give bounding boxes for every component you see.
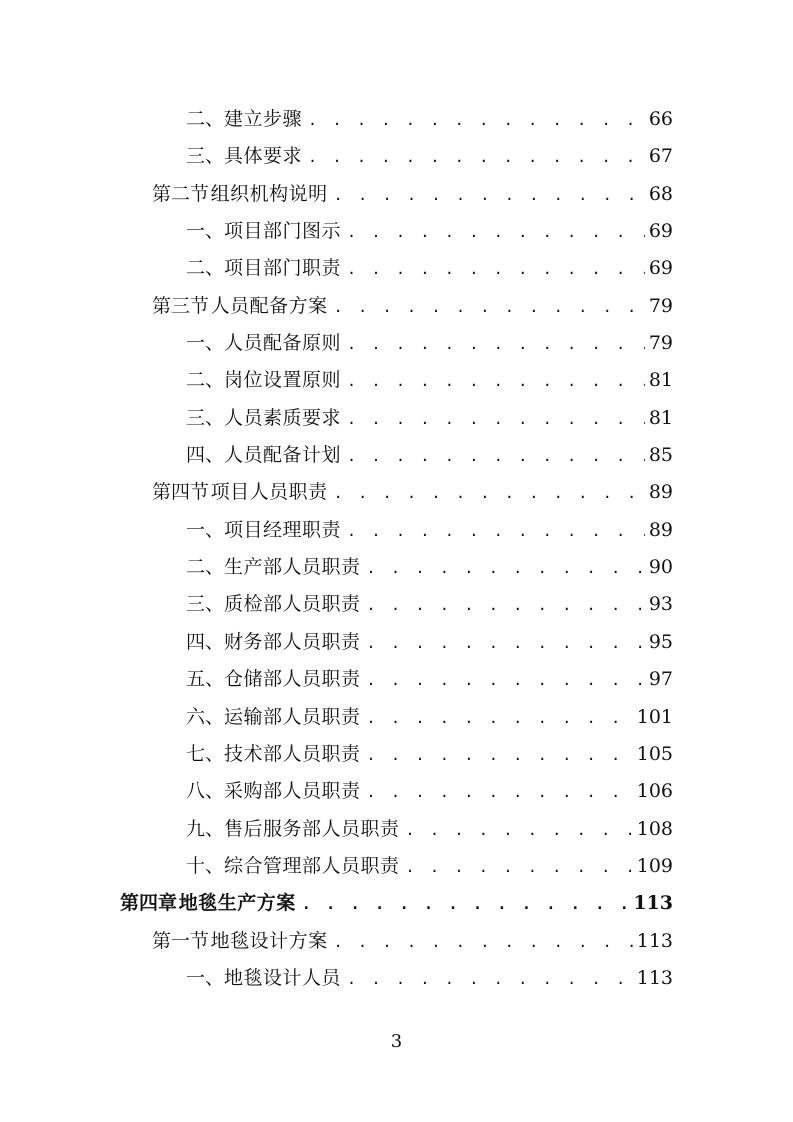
toc-entry-number: 一、 [186, 518, 225, 541]
toc-entry[interactable] [0, 922, 793, 959]
toc-entry-page: 81 [648, 406, 673, 429]
toc-entry-number: 二、 [186, 369, 225, 392]
toc-entry-title: 综合管理部人员职责 [224, 854, 400, 877]
toc-leader-dots [367, 742, 633, 768]
toc-entry[interactable] [0, 249, 793, 286]
toc-entry-title: 财务部人员职责 [224, 630, 361, 653]
toc-entry-number: 二、 [186, 556, 225, 579]
toc-entry-title: 组织机构说明 [210, 182, 328, 205]
toc-entry[interactable] [0, 137, 793, 174]
toc-entry-title: 具体要求 [224, 145, 303, 168]
toc-entry-page: 97 [648, 668, 673, 691]
toc-entry-line [152, 928, 673, 955]
toc-entry-line [186, 143, 673, 170]
toc-entry-page: 90 [648, 556, 673, 579]
toc-entry-page: 105 [636, 742, 673, 765]
toc-entry-line [186, 218, 673, 245]
toc-entry-title: 质检部人员职责 [224, 593, 361, 616]
toc-entry-line [152, 479, 673, 506]
toc-entry-line [186, 517, 673, 544]
toc-entry-line [186, 367, 673, 394]
toc-entry-title: 人员配备计划 [224, 444, 342, 467]
toc-leader-dots [347, 331, 645, 357]
toc-leader-dots [367, 592, 645, 618]
toc-entry-title: 地毯设计方案 [210, 929, 328, 952]
toc-entry-line [186, 442, 673, 469]
toc-entry[interactable] [0, 511, 793, 548]
toc-entry-line [186, 778, 673, 805]
toc-entry-line [186, 405, 673, 432]
toc-entry-page: 109 [636, 854, 673, 877]
toc-entry[interactable] [0, 810, 793, 847]
toc-entry-page: 106 [636, 780, 673, 803]
toc-entry-title: 地毯设计人员 [224, 966, 342, 989]
toc-leader-dots [347, 966, 633, 992]
toc-entry-title: 人员素质要求 [224, 406, 342, 429]
toc-entry-line [186, 629, 673, 656]
toc-leader-dots [347, 518, 645, 544]
toc-entry[interactable] [0, 772, 793, 809]
toc-entry-page: 113 [633, 892, 673, 915]
toc-entry-title: 建立步骤 [224, 108, 303, 130]
toc-entry-page: 93 [648, 593, 673, 616]
toc-entry[interactable] [0, 698, 793, 735]
toc-entry-page: 66 [648, 108, 673, 130]
toc-entry-title: 项目部门职责 [224, 257, 342, 280]
toc-entry-line [186, 330, 673, 357]
toc-entry[interactable] [0, 399, 793, 436]
toc-entry[interactable] [0, 287, 793, 324]
toc-entry[interactable] [0, 735, 793, 772]
toc-entry-line [186, 106, 673, 133]
toc-entry[interactable] [0, 548, 793, 585]
toc-entry-page: 89 [648, 518, 673, 541]
toc-entry-title: 岗位设置原则 [224, 369, 342, 392]
toc-entry-title: 运输部人员职责 [224, 705, 361, 728]
toc-leader-dots [406, 817, 633, 843]
toc-entry-number: 一、 [186, 220, 225, 243]
toc-leader-dots [334, 480, 645, 506]
toc-entry-number: 三、 [186, 406, 225, 429]
toc-entry-number: 三、 [186, 145, 225, 168]
toc-leader-dots [302, 891, 630, 917]
toc-entry-title: 人员配备方案 [210, 294, 328, 317]
toc-entry-line [152, 293, 673, 320]
toc-leader-dots [347, 443, 645, 469]
toc-entry-number: 七、 [186, 742, 225, 765]
table-of-contents [0, 100, 793, 996]
toc-entry-page: 67 [648, 145, 673, 168]
toc-entry-number: 八、 [186, 780, 225, 803]
toc-leader-dots [367, 667, 645, 693]
toc-entry-number: 一、 [186, 966, 225, 989]
toc-entry[interactable] [0, 212, 793, 249]
toc-entry[interactable] [0, 847, 793, 884]
toc-entry-title: 技术部人员职责 [224, 742, 361, 765]
toc-entry-page: 101 [636, 705, 673, 728]
toc-leader-dots [367, 705, 633, 731]
toc-entry-line [186, 816, 673, 843]
toc-entry[interactable] [0, 175, 793, 212]
toc-entry-page: 81 [648, 369, 673, 392]
toc-entry-line [186, 853, 673, 880]
toc-entry[interactable] [0, 324, 793, 361]
toc-entry-number: 第一节 [152, 929, 210, 952]
toc-leader-dots [406, 854, 633, 880]
toc-entry-title: 项目经理职责 [224, 518, 342, 541]
toc-entry-line [186, 591, 673, 618]
toc-entry[interactable] [0, 361, 793, 398]
toc-entry-title: 项目部门图示 [224, 220, 342, 243]
toc-entry-line [120, 890, 673, 917]
toc-entry-number: 第四章 [120, 892, 178, 915]
toc-entry-number: 十、 [186, 854, 225, 877]
toc-leader-dots [347, 406, 645, 432]
toc-entry-page: 79 [648, 332, 673, 355]
toc-entry-page: 79 [648, 294, 673, 317]
toc-entry-number: 六、 [186, 705, 225, 728]
toc-leader-dots [367, 555, 645, 581]
toc-entry[interactable] [0, 884, 793, 921]
toc-entry-page: 85 [648, 444, 673, 467]
toc-entry-number: 第二节 [152, 182, 210, 205]
toc-entry-title: 生产部人员职责 [224, 556, 361, 579]
toc-entry-number: 第三节 [152, 294, 210, 317]
toc-entry-line [186, 255, 673, 282]
toc-entry[interactable] [0, 436, 793, 473]
toc-entry-page: 69 [648, 220, 673, 243]
toc-entry-page: 89 [648, 481, 673, 504]
toc-leader-dots [308, 107, 645, 133]
toc-entry[interactable] [0, 473, 793, 510]
toc-entry-number: 三、 [186, 593, 225, 616]
toc-entry[interactable] [0, 100, 793, 137]
toc-leader-dots [334, 182, 645, 208]
toc-leader-dots [334, 929, 633, 955]
toc-entry-page: 113 [636, 929, 673, 952]
toc-entry-title: 人员配备原则 [224, 332, 342, 355]
toc-entry-number: 一、 [186, 332, 225, 355]
toc-entry-title: 项目人员职责 [210, 481, 328, 504]
toc-entry-number: 五、 [186, 668, 225, 691]
toc-entry[interactable] [0, 959, 793, 996]
toc-entry-number: 二、 [186, 108, 225, 130]
toc-entry[interactable] [0, 623, 793, 660]
toc-leader-dots [334, 294, 645, 320]
toc-leader-dots [367, 779, 633, 805]
toc-entry-line [186, 666, 673, 693]
toc-leader-dots [347, 368, 645, 394]
toc-entry-line [152, 181, 673, 208]
toc-entry-page: 108 [636, 817, 673, 840]
toc-leader-dots [347, 256, 645, 282]
toc-entry-title: 仓储部人员职责 [224, 668, 361, 691]
toc-entry[interactable] [0, 585, 793, 622]
toc-entry[interactable] [0, 660, 793, 697]
toc-entry-line [186, 965, 673, 992]
toc-entry-number: 四、 [186, 630, 225, 653]
toc-entry-page: 113 [636, 966, 673, 989]
toc-leader-dots [367, 630, 645, 656]
toc-entry-line [186, 741, 673, 768]
page-number: 3 [390, 1031, 403, 1052]
toc-entry-number: 九、 [186, 817, 225, 840]
toc-entry-line [186, 704, 673, 731]
toc-entry-number: 四、 [186, 444, 225, 467]
toc-entry-page: 68 [648, 182, 673, 205]
toc-entry-number: 二、 [186, 257, 225, 280]
toc-entry-title: 地毯生产方案 [178, 892, 296, 915]
toc-leader-dots [347, 219, 645, 245]
toc-entry-title: 采购部人员职责 [224, 780, 361, 803]
toc-entry-line [186, 554, 673, 581]
toc-leader-dots [308, 144, 645, 170]
toc-entry-page: 95 [648, 630, 673, 653]
toc-entry-title: 售后服务部人员职责 [224, 817, 400, 840]
toc-entry-page: 69 [648, 257, 673, 280]
toc-entry-number: 第四节 [152, 481, 210, 504]
